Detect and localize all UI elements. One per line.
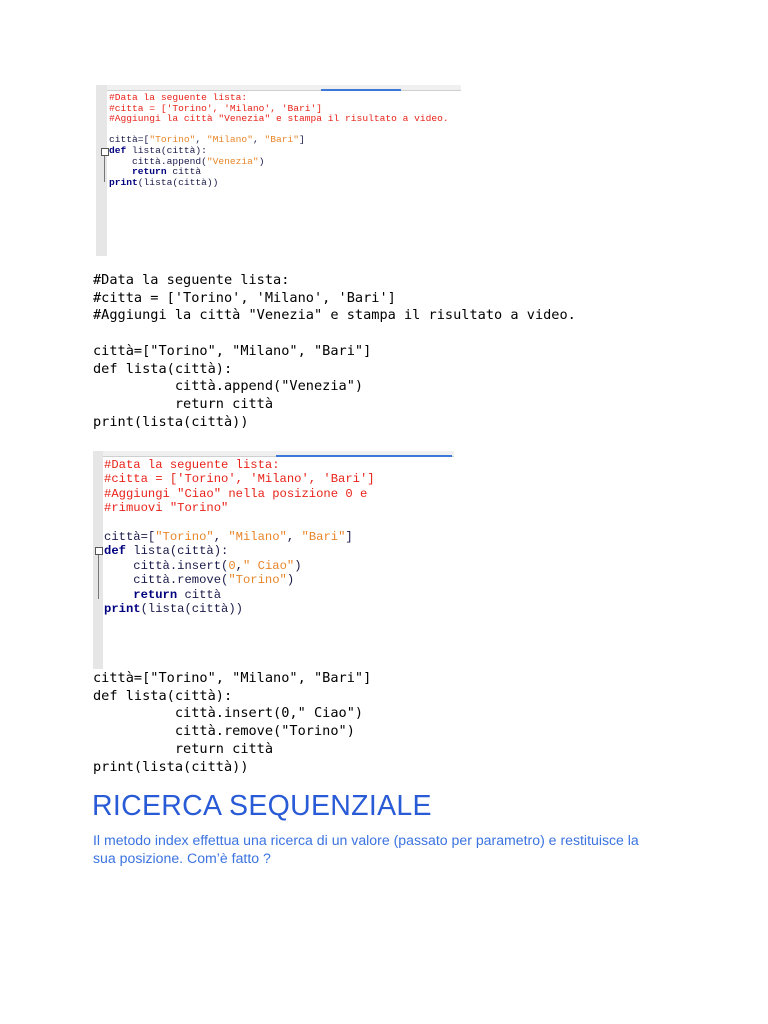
code-line: print(lista(città)) xyxy=(104,602,243,617)
code-line: città.append("Venezia") xyxy=(109,155,265,167)
text-line: def lista(città): xyxy=(93,687,233,704)
text-line: print(lista(città)) xyxy=(93,758,249,775)
code-line: #citta = ['Torino', 'Milano', 'Bari'] xyxy=(104,472,375,487)
fold-line xyxy=(98,555,99,599)
code-line: def lista(città): xyxy=(109,144,207,156)
code-screenshot-2 xyxy=(93,451,454,669)
text-line: print(lista(città)) xyxy=(93,413,249,430)
code-line: #Data la seguente lista: xyxy=(109,92,248,103)
code-line: print(lista(città)) xyxy=(109,176,219,188)
code-line: #rimuovi "Torino" xyxy=(104,501,229,516)
text-line: città=["Torino", "Milano", "Bari"] xyxy=(93,342,372,359)
text-line: città.remove("Torino") xyxy=(93,723,355,740)
text-line: città.insert(0," Ciao") xyxy=(93,705,364,722)
code-text-block-2 xyxy=(93,670,371,776)
code-line: #Aggiungi "Ciao" nella posizione 0 e xyxy=(104,486,368,501)
fold-marker-icon xyxy=(101,148,109,156)
code-line: #citta = ['Torino', 'Milano', 'Bari'] xyxy=(109,102,323,114)
editor-gutter xyxy=(96,85,107,256)
text-line: return città xyxy=(93,395,274,412)
editor-tab-bar xyxy=(96,85,461,91)
fold-marker-icon xyxy=(95,547,103,555)
code-line: return città xyxy=(133,587,222,602)
code-line: città.insert(0," Ciao") xyxy=(104,558,302,573)
editor-active-tab-indicator xyxy=(276,455,452,457)
code-screenshot-1 xyxy=(96,85,461,256)
text-line: #Data la seguente lista: xyxy=(93,272,290,288)
editor-active-tab-indicator xyxy=(321,89,401,91)
text-line: def lista(città): xyxy=(93,360,233,377)
code-line: città=["Torino", "Milano", "Bari"] xyxy=(109,134,305,146)
section-paragraph: Il metodo index effettua una ricerca di un valore (passato per parametro) e restituisce la sua posizione. Com’è fatto ? xyxy=(93,832,639,866)
code-listing xyxy=(109,93,449,188)
code-line: #Aggiungi la città "Venezia" e stampa il risultato a video. xyxy=(109,113,449,125)
text-line: città.append("Venezia") xyxy=(93,378,364,395)
code-text-block-1 xyxy=(93,272,576,431)
code-listing xyxy=(104,458,375,616)
fold-line xyxy=(104,156,105,182)
code-line: def lista(città): xyxy=(104,544,229,559)
code-line: #Data la seguente lista: xyxy=(104,458,280,472)
text-line: #citta = ['Torino', 'Milano', 'Bari'] xyxy=(93,289,396,306)
text-line: città=["Torino", "Milano", "Bari"] xyxy=(93,670,372,686)
code-line: return città xyxy=(132,166,202,178)
text-line: return città xyxy=(93,740,274,757)
code-line: città.remove("Torino") xyxy=(104,573,295,588)
code-line: città=["Torino", "Milano", "Bari"] xyxy=(104,530,353,545)
text-line: #Aggiungi la città "Venezia" e stampa il risultato a video. xyxy=(93,307,576,324)
section-heading: RICERCA SEQUENZIALE xyxy=(92,790,432,822)
